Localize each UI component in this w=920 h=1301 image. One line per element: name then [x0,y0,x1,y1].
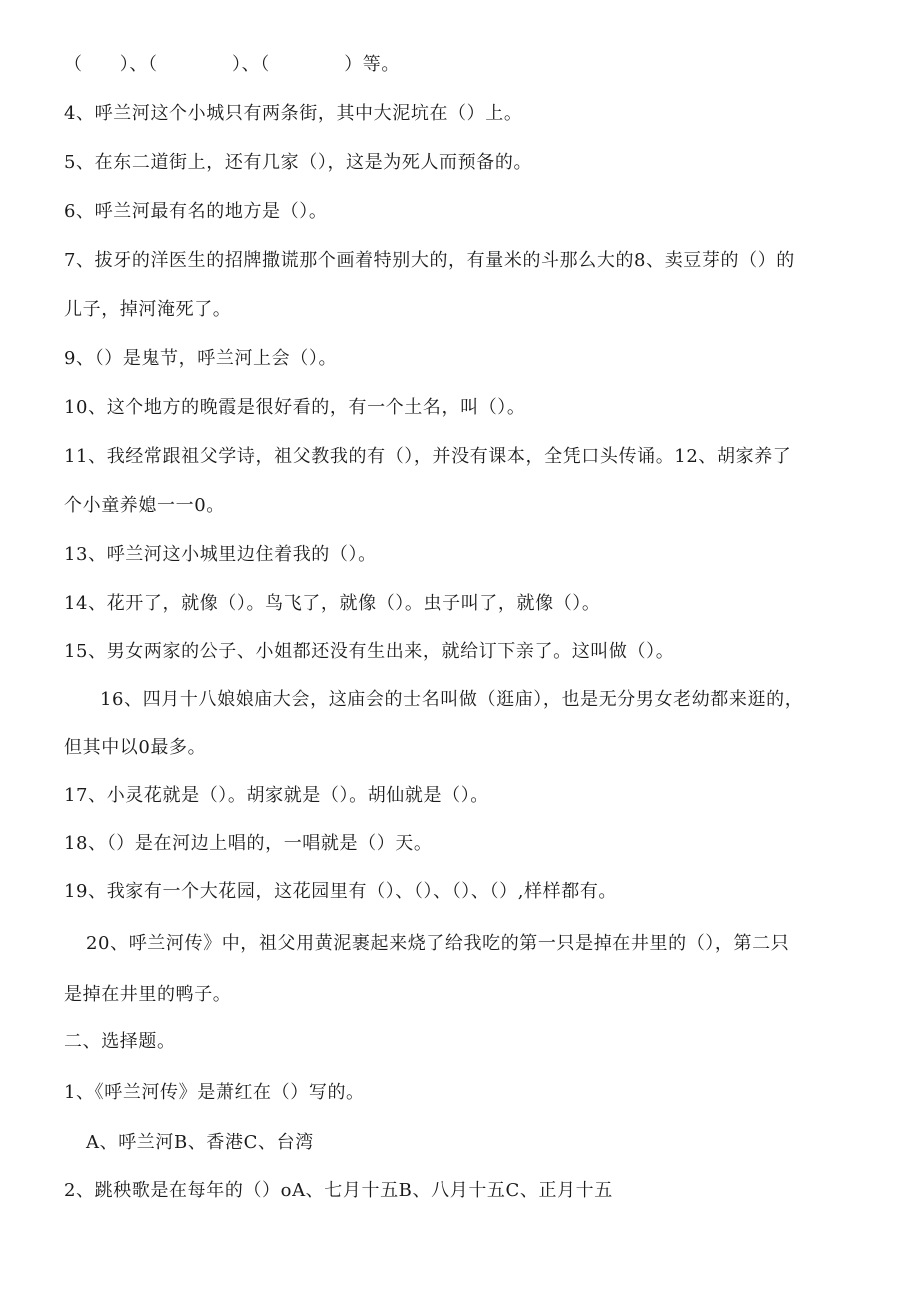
question-7: 7、拔牙的洋医生的招牌撒谎那个画着特别大的，有量米的斗那么大的8、卖豆芽的（）的 [64,250,795,271]
question-14: 14、花开了，就像（）。鸟飞了，就像（）。虫子叫了，就像（）。 [64,593,601,614]
question-6: 6、呼兰河最有名的地方是（）。 [64,201,328,222]
question-11: 11、我经常跟祖父学诗，祖父教我的有（），并没有课本，全凭口头传诵。12、胡家养了 [64,446,792,467]
question-8-continued: 儿子，掉河淹死了。 [64,299,232,320]
question-9: 9、（）是鬼节，呼兰河上会（）。 [64,348,338,369]
question-20-continued: 是掉在井里的鸭子。 [64,984,232,1005]
question-13: 13、呼兰河这小城里边住着我的（）。 [64,544,377,565]
question-18: 18、（）是在河边上唱的，一唱就是（）天。 [64,833,433,854]
question-20: 20、呼兰河传》中，祖父用黄泥裹起来烧了给我吃的第一只是掉在井里的（），第二只 [86,933,790,954]
question-17: 17、小灵花就是（）。胡家就是（）。胡仙就是（）。 [64,785,489,806]
question-10: 10、这个地方的晚霞是很好看的，有一个土名，叫（）。 [64,397,526,418]
section-heading-choice: 二、选择题。 [64,1031,176,1052]
question-16-continued: 但其中以0最多。 [64,737,207,758]
question-12-continued: 个小童养媳一一0。 [64,495,225,516]
question-5: 5、在东二道街上，还有几家（），这是为死人而预备的。 [64,152,533,173]
text-line: （ ）、（ ）、（ ）等。 [64,54,400,75]
choice-question-1-options: A、呼兰河B、香港C、台湾 [86,1132,314,1153]
question-16: 16、四月十八娘娘庙大会，这庙会的士名叫做（逛庙），也是无分男女老幼都来逛的， [100,689,804,710]
question-19: 19、我家有一个大花园，这花园里有（）、（）、（）、（）,样样都有。 [64,881,618,902]
question-4: 4、呼兰河这个小城只有两条街，其中大泥坑在（）上。 [64,103,523,124]
choice-question-2: 2、跳秧歌是在每年的（）oA、七月十五B、八月十五C、正月十五 [64,1180,613,1201]
choice-question-1: 1、《呼兰河传》是萧红在（）写的。 [64,1082,365,1103]
question-15: 15、男女两家的公子、小姐都还没有生出来，就给订下亲了。这叫做（）。 [64,641,675,662]
